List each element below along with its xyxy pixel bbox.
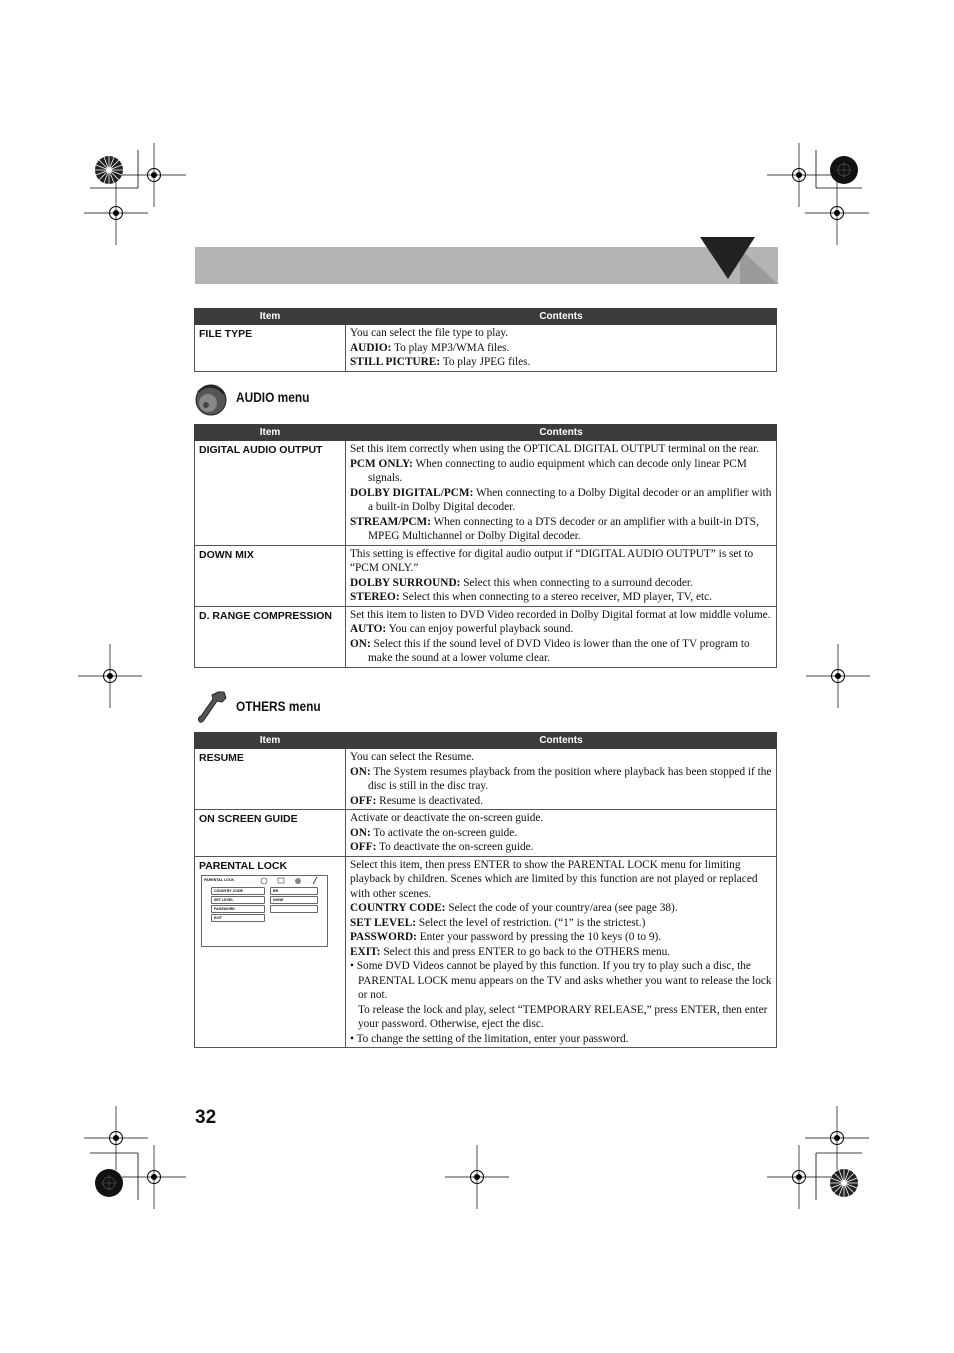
table-row [195,749,777,810]
bullet-note-continuation: To release the lock and play, select “TEMPORARY RELEASE,” press ENTER, then enter your password. Otherwise, eject the disc. [358,1003,768,1030]
content-line: This setting is effective for digital audio output if “DIGITAL AUDIO OUTPUT” is set to “PCM ONLY.” [350,547,754,574]
row-item-label: RESUME [195,749,346,810]
content-line: AUDIO: To play MP3/WMA files. [350,341,510,354]
row-item-label: ON SCREEN GUIDE [195,810,346,857]
content-line: COUNTRY CODE: Select the code of your country/area (see page 38). [350,902,678,914]
content-line: Set this item correctly when using the OPTICAL DIGITAL OUTPUT terminal on the rear. [350,443,760,455]
row-contents [346,606,777,667]
content-line: EXIT: Select this and press ENTER to go back to the OTHERS menu. [350,945,671,958]
section-header-bar [195,247,778,284]
content-line: You can select the file type to play. [350,327,509,339]
bullet-note: • Some DVD Videos cannot be played by this function. If you try to play such a disc, the PARENTAL LOCK menu appears on the TV and asks whether you want to release the lock or not. [350,960,772,1001]
content-line: OFF: Resume is deactivated. [350,794,484,807]
file-type-table [194,308,777,372]
mini-value-password [270,905,318,913]
content-line: DOLBY SURROUND: Select this when connecting to a surround decoder. [350,576,693,589]
row-item-label: D. RANGE COMPRESSION [195,606,346,667]
audio-menu-title: AUDIO menu [236,389,310,405]
mini-row-exit: EXIT [211,914,265,922]
menu-tab-icons [258,876,324,885]
mini-value-country-code: BR [270,887,318,895]
row-item-label: DIGITAL AUDIO OUTPUT [195,441,346,546]
column-header-contents: Contents [346,425,777,441]
table-row [195,545,777,606]
content-line: STILL PICTURE: To play JPEG files. [350,356,531,368]
page-number: 32 [195,1107,217,1128]
row-contents [346,545,777,606]
table-row [195,606,777,667]
wrench-icon [196,690,228,726]
content-line: STREAM/PCM: When connecting to a DTS decoder or an amplifier with a built-in DTS, MPEG Multichannel or Dolby Digital decoder. [350,515,759,542]
row-contents [346,325,777,372]
table-row [195,810,777,857]
content-line: Set this item to listen to DVD Video recorded in Dolby Digital format at low middle volume. [350,608,771,621]
row-contents [346,810,777,857]
others-menu-title: OTHERS menu [236,698,321,714]
mini-screen-title: PARENTAL LOCK [204,877,235,882]
column-header-item: Item [195,733,346,749]
others-menu-table [194,732,777,1048]
content-line: Select this item, then press ENTER to show the PARENTAL LOCK menu for limiting playback by children. Scenes which are limited by this function are not played or replaced with other scenes. [350,858,758,900]
row-item-cell [195,856,346,1048]
content-line: ON: The System resumes playback from the position where playback has been stopped if the disc is still in the disc tray. [350,765,772,792]
bullet-note: • To change the setting of the limitation, enter your password. [350,1032,629,1045]
parental-lock-screen-illustration [201,875,328,947]
row-contents [346,441,777,546]
mini-row-set-level: SET LEVEL [211,896,265,904]
column-header-item: Item [195,425,346,441]
header-arrow-decoration [700,237,780,287]
row-item-label: PARENTAL LOCK [199,859,288,872]
mini-value-set-level: NONE [270,896,318,904]
audio-menu-table [194,424,777,668]
content-line: STEREO: Select this when connecting to a stereo receiver, MD player, TV, etc. [350,591,712,603]
content-line: OFF: To deactivate the on-screen guide. [350,841,534,853]
content-line: AUTO: You can enjoy powerful playback sound. [350,623,574,635]
content-line: Activate or deactivate the on-screen guide. [350,812,544,824]
row-item-label: FILE TYPE [195,325,346,372]
speaker-icon [194,382,228,418]
content-line: SET LEVEL: Select the level of restriction. (“1” is the strictest.) [350,916,646,929]
row-contents [346,856,777,1048]
table-row [195,441,777,546]
mini-row-country-code: COUNTRY CODE [211,887,265,895]
row-contents [346,749,777,810]
content-line: PASSWORD: Enter your password by pressing the 10 keys (0 to 9). [350,931,662,943]
content-line: PCM ONLY: When connecting to audio equipment which can decode only linear PCM signals. [350,457,747,484]
table-row [195,856,777,1048]
content-line: ON: To activate the on-screen guide. [350,826,518,839]
content-line: ON: Select this if the sound level of DVD Video is lower than the one of TV program to make the sound at a lower volume clear. [350,637,750,664]
table-row [195,325,777,372]
content-line: DOLBY DIGITAL/PCM: When connecting to a Dolby Digital decoder or an amplifier with a built-in Dolby Digital decoder. [350,486,772,513]
column-header-contents: Contents [346,733,777,749]
column-header-contents: Contents [346,309,777,325]
mini-row-password: PASSWORD [211,905,265,913]
content-line: You can select the Resume. [350,751,475,763]
column-header-item: Item [195,309,346,325]
row-item-label: DOWN MIX [195,545,346,606]
